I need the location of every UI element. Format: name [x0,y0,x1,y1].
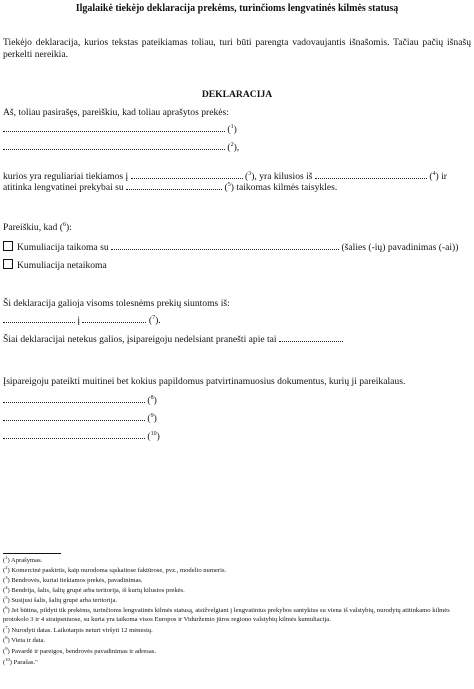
fill-line[interactable] [3,395,145,403]
footnote-ref: 10 [150,430,157,437]
fill-line[interactable] [131,171,243,179]
footnote-ref: 6 [62,221,66,228]
page-title: Ilgalaikė tiekėjo deklaracija prekėms, turinčioms lengvatinės kilmės statusą [75,3,399,14]
commitment-text: Šiai deklaracijai netekus galios, įsipareigoju nedelsiant pranešti apie tai [3,334,277,345]
footnote-text: Parašas." [13,659,38,666]
checkbox-label: Kumuliacija netaikoma [17,260,107,271]
fill-line[interactable] [111,242,339,250]
fill-line[interactable] [279,334,343,342]
declare-line [3,222,72,234]
fill-line[interactable] [3,142,225,150]
rules-line: atitinka lengvatinei prekybai su ($^5$) taikomas kilmės taisykles. [3,181,338,193]
footnote-text: Susijusi šalis, šalių grupė arba teritorija. [11,597,118,604]
footnote-8: ($^8$) Vieta ir data. [3,634,46,644]
commercial-designation-line: ($^2$), [3,142,239,154]
fill-line[interactable] [3,431,145,439]
fill-line[interactable] [126,182,222,190]
footnote-number: 3 [5,574,8,580]
footnote-ref: 3 [248,170,252,177]
footnote-9: ($^9$) Pavardė ir pareigos, bendrovės pavadinimas ir adresas. [3,645,157,655]
cumulation-not-applied-row [3,259,107,272]
footnote-number: 8 [5,634,8,640]
declare-text: Pareiškiu, kad ( [3,222,63,233]
cumulation-applied-checkbox[interactable] [3,241,13,251]
footnote-number: 9 [5,645,8,651]
name-position-line: ($^9$) [3,413,157,425]
footnote-text: Vieta ir data. [11,637,46,644]
footnote-text: Komercinė paskirtis, kaip nurodoma sąskaitose faktūrose, pvz., modelio numeris. [11,567,227,574]
footnote-number: 5 [5,594,8,600]
footnote-3: ($^3$) Bendrovės, kuriai tiekiamos prekės, pavadinimas. [3,574,143,584]
footnote-text: Bendrija, šalis, šalių grupė arba teritorija, iš kurių kilusios prekės. [11,587,185,594]
footnote-4: ($^4$) Bendrija, šalis, šalių grupė arba teritorija, iš kurių kilusios prekės. [3,584,185,594]
checkbox-label: Kumuliacija taikoma su [17,242,109,253]
footnote-number: 10 [5,656,10,662]
footnote-2: ($^2$) Komercinė paskirtis, kaip nurodoma sąskaitose faktūrose, pvz., modelio numeris. [3,564,227,574]
cumulation-not-applied-checkbox[interactable] [3,259,13,269]
footnote-ref: 8 [150,394,154,401]
footnote-ref: 5 [227,181,231,188]
footnote-text: Nurodyti datas. Laikotarpis neturi viršyti 12 mėnesių. [11,627,153,634]
footnote-number: 6 [5,604,8,610]
footnote-1: ($^1$) Aprašymas. [3,554,43,564]
footnote-text: Jei būtina, pildyti tik prekėms, turinčioms lengvatinės kilmės statusą, atsižvelgiant į lengvatinius prekybos santykius su viena iš valstybių, nurodytų atitinkamo kilmės protokolo 3 ir 4 straipsniuose, su kuria yra taikoma visos Europos ir Viduržemio jūros regiono valstybių kilmės kumuliacija. [3,607,450,623]
fill-line[interactable] [315,171,427,179]
customs-statement: Įsipareigoju pateikti muitinei bet kokius papildomus patvirtinamuosius dokumentus, kurių ji pareikalaus. [3,376,406,387]
place-date-line: ($^8$) [3,395,157,407]
supply-text: , yra kilusios iš [254,171,313,182]
goods-description-line: ($^1$) [3,124,237,136]
fill-line[interactable] [3,413,145,421]
fill-line[interactable] [82,315,146,323]
footnote-6: ($^6$) Jei būtina, pildyti tik prekėms, turinčioms lengvatinės kilmės statusą, atsižvelgiant į lengvatinius prekybos santykius su viena iš valstybių, nurodytų atitinkamo kilmės protokolo 3 ir 4 straipsniuose, su kuria yra taikoma visos Europos ir Viduržemio jūros regiono valstybių kilmės kumuliacija. [3,604,450,623]
fill-line[interactable] [3,124,225,132]
supply-text: kurios yra reguliariai tiekiamos į [3,171,129,182]
footnote-text: Pavardė ir pareigos, bendrovės pavadinimas ir adresas. [11,648,157,655]
supply-text: ir [441,171,447,182]
commitment-line [3,334,343,346]
signature-line: ($^{10}$) [3,431,160,443]
declaration-statement: Aš, toliau pasirašęs, pareiškiu, kad toliau aprašytos prekės: [3,107,229,118]
footnote-number: 7 [5,624,8,630]
supply-line: kurios yra reguliariai tiekiamos į ($^3$), yra kilusios iš ($^4$) ir [3,170,447,182]
cumulation-applied-row [3,241,458,254]
footnote-ref: 7 [152,314,156,321]
footnote-ref: 2 [230,141,234,148]
rules-text: atitinka lengvatinei prekybai su [3,182,124,193]
footnote-ref: 4 [432,170,436,177]
footnote-10: ($^{10}$) Parašas." [3,656,38,666]
intro-paragraph: Tiekėjo deklaracija, kurios tekstas pateikiamas toliau, turi būti parengta vadovaujantis išnašomis. Tačiau pačių išnašų perkelti nereikia. [3,37,471,60]
footnote-text: Bendrovės, kuriai tiekiamos prekės, pavadinimas. [11,577,143,584]
declaration-heading: DEKLARACIJA [201,89,273,100]
footnote-number: 1 [5,554,8,560]
declare-text: ): [65,222,72,233]
footnote-7: ($^7$) Nurodyti datas. Laikotarpis neturi viršyti 12 mėnesių. [3,624,153,634]
footnote-number: 2 [5,564,8,570]
validity-to-text: į [77,315,81,326]
country-names-hint: (šalies (-ių) pavadinimas (-ai)) [341,242,459,253]
fill-line[interactable] [3,315,75,323]
validity-period-line: į ($^7$). [3,315,161,327]
rules-text: taikomas kilmės taisykles. [236,182,338,193]
footnote-ref: 1 [230,123,234,130]
footnote-number: 4 [5,584,8,590]
footnote-divider [3,553,61,554]
footnote-5: ($^5$) Susijusi šalis, šalių grupė arba teritorija. [3,594,118,604]
footnote-text: Aprašymas. [10,557,43,564]
footnote-ref: 9 [150,412,154,419]
validity-statement: Ši deklaracija galioja visoms tolesnėms prekių siuntoms iš: [3,298,230,309]
